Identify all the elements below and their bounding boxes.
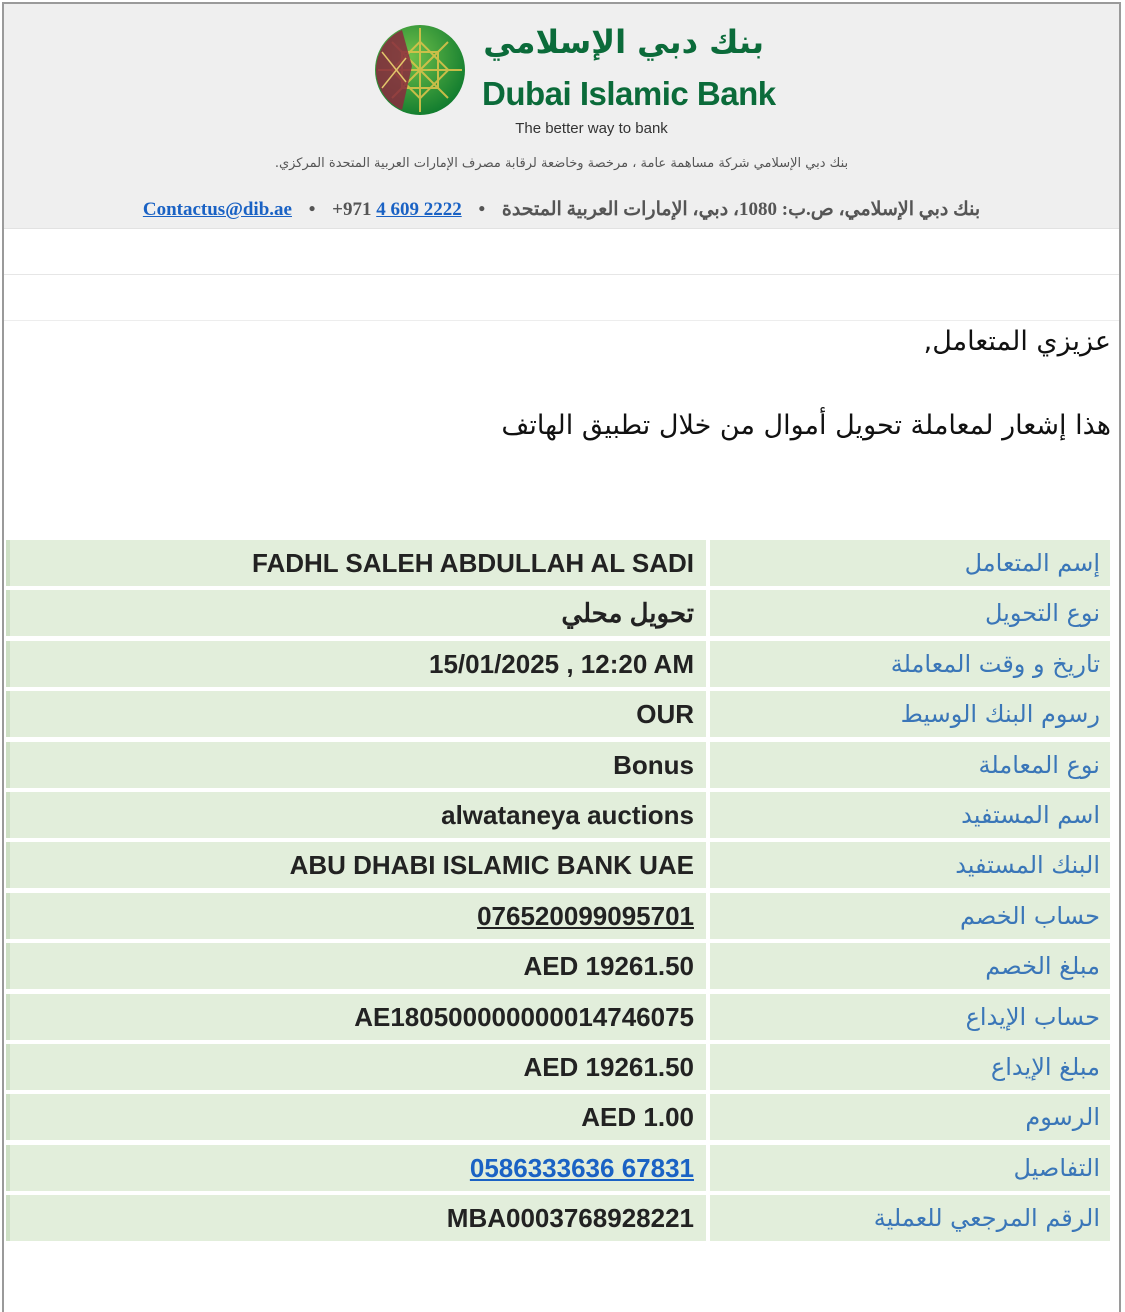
- reference-number-value: MBA0003768928221: [6, 1195, 706, 1241]
- datetime-value: 15/01/2025 , 12:20 AM: [6, 641, 706, 687]
- debit-amount-value: AED 19261.50: [6, 943, 706, 989]
- details-link[interactable]: 0586333636 67831: [469, 1152, 694, 1183]
- customer-name-value: FADHL SALEH ABDULLAH AL SADI: [6, 540, 706, 586]
- beneficiary-name-value: alwataneya auctions: [6, 792, 706, 838]
- separator-dot: •: [308, 199, 316, 220]
- credit-account-label: حساب الإيداع: [710, 994, 1110, 1040]
- table-row: [6, 842, 1110, 888]
- debit-account-label: حساب الخصم: [710, 893, 1110, 939]
- credit-amount-label: مبلغ الإيداع: [710, 1044, 1110, 1090]
- fees-value: AED 1.00: [6, 1094, 706, 1140]
- table-row: [6, 590, 1110, 636]
- email-link[interactable]: Contactus@dib.ae: [142, 199, 292, 220]
- beneficiary-name-label: اسم المستفيد: [710, 792, 1110, 838]
- transfer-type-label: نوع التحويل: [710, 590, 1110, 636]
- debit-account-value: 076520099095701: [6, 893, 706, 939]
- debit-amount-label: مبلغ الخصم: [710, 943, 1110, 989]
- table-row: [6, 641, 1110, 687]
- footer-text-cropped: [10, 1296, 1110, 1308]
- table-row: [6, 1145, 1110, 1191]
- credit-account-value: AE180500000000014746075: [6, 994, 706, 1040]
- transaction-details-table: [6, 540, 1110, 1245]
- divider: [4, 228, 1119, 229]
- table-row: [6, 1195, 1110, 1241]
- greeting: عزيزي المتعامل,: [923, 326, 1111, 357]
- intermediary-fees-value: OUR: [6, 691, 706, 737]
- separator-dot: •: [478, 199, 486, 220]
- transaction-type-value: Bonus: [6, 742, 706, 788]
- tagline: The better way to bank: [515, 120, 668, 137]
- details-value: [6, 1145, 706, 1191]
- phone-link[interactable]: 4 609 2222: [376, 199, 462, 220]
- transfer-type-value: تحويل محلي: [6, 590, 706, 636]
- email-header: [4, 4, 1119, 228]
- beneficiary-bank-label: البنك المستفيد: [710, 842, 1110, 888]
- table-row: [6, 994, 1110, 1040]
- divider: [4, 320, 1119, 321]
- table-row: [6, 691, 1110, 737]
- table-row: [6, 540, 1110, 586]
- beneficiary-bank-value: ABU DHABI ISLAMIC BANK UAE: [6, 842, 706, 888]
- table-row: [6, 943, 1110, 989]
- transaction-type-label: نوع المعاملة: [710, 742, 1110, 788]
- address-text: بنك دبي الإسلامي، ص.ب: 1080، دبي، الإمارات العربية المتحدة: [501, 199, 981, 220]
- logo-english-text: Dubai Islamic Bank: [482, 75, 776, 112]
- divider: [4, 274, 1119, 275]
- intermediary-fees-label: رسوم البنك الوسيط: [710, 691, 1110, 737]
- notice-text: هذا إشعار لمعاملة تحويل أموال من خلال تطبيق الهاتف: [501, 410, 1111, 441]
- logo-arabic-text: بنك دبي الإسلامي: [483, 23, 764, 61]
- license-text: بنك دبي الإسلامي شركة مساهمة عامة ، مرخصة وخاضعة لرقابة مصرف الإمارات العربية المتحدة المركزي.: [274, 156, 849, 171]
- customer-name-label: إسم المتعامل: [710, 540, 1110, 586]
- reference-number-label: الرقم المرجعي للعملية: [710, 1195, 1110, 1241]
- contact-line: [4, 198, 1119, 221]
- credit-amount-value: AED 19261.50: [6, 1044, 706, 1090]
- table-row: [6, 1044, 1110, 1090]
- datetime-label: تاريخ و وقت المعاملة: [710, 641, 1110, 687]
- table-row: [6, 893, 1110, 939]
- table-row: [6, 1094, 1110, 1140]
- details-label: التفاصيل: [710, 1145, 1110, 1191]
- phone-prefix: +971: [332, 199, 372, 220]
- table-row: [6, 792, 1110, 838]
- globe-logo-icon: [372, 22, 468, 118]
- fees-label: الرسوم: [710, 1094, 1110, 1140]
- table-row: [6, 742, 1110, 788]
